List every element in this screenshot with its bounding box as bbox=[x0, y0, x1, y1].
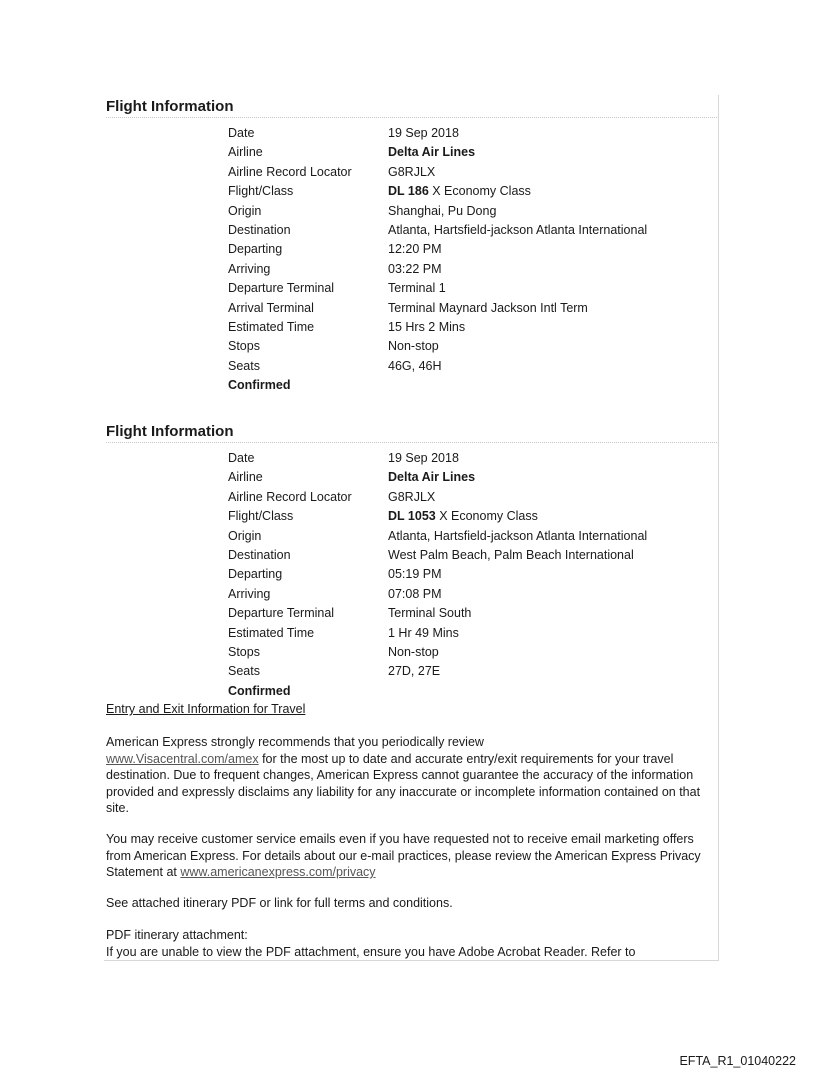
value: Atlanta, Hartsfield-jackson Atlanta International bbox=[388, 222, 648, 237]
pdf-attachment-heading: PDF itinerary attachment: bbox=[106, 928, 248, 942]
value bbox=[388, 507, 717, 526]
label: Departure Terminal bbox=[228, 281, 335, 296]
value: 12:20 PM bbox=[388, 242, 442, 257]
value: 19 Sep 2018 bbox=[388, 451, 459, 465]
pdf-attachment-text: If you are unable to view the PDF attachment, ensure you have Adobe Acrobat Reader. Refer to bbox=[106, 944, 636, 959]
row-airline bbox=[106, 468, 717, 487]
label: Estimated Time bbox=[228, 319, 315, 334]
flight-number: DL 1053 bbox=[388, 509, 436, 524]
privacy-paragraph bbox=[106, 831, 719, 881]
label: Arrival Terminal bbox=[228, 300, 314, 315]
status-confirmed: Confirmed bbox=[228, 378, 291, 393]
pdf-attachment-paragraph bbox=[106, 927, 719, 960]
row-departure-terminal bbox=[106, 604, 717, 623]
row-record-locator bbox=[106, 163, 717, 182]
label: Stops bbox=[228, 644, 260, 659]
label: Arriving bbox=[228, 261, 271, 276]
value: Shanghai, Pu Dong bbox=[388, 203, 497, 218]
value: Delta Air Lines bbox=[388, 145, 476, 160]
label: Date bbox=[228, 451, 255, 465]
row-stops bbox=[106, 337, 717, 356]
row-departing bbox=[106, 565, 717, 584]
value: Terminal South bbox=[388, 606, 472, 621]
value: 15 Hrs 2 Mins bbox=[388, 319, 466, 334]
label: Destination bbox=[228, 547, 291, 562]
paragraph-text: for the most up to date and accurate entry/exit requirements for your travel destination. Due to frequent changes, American Express cannot guarantee the accuracy of the information provided and expressly disclaims any liability for any inaccurate or incomplete information contained on that site. bbox=[106, 751, 701, 815]
row-estimated-time bbox=[106, 318, 717, 337]
entry-exit-heading: Entry and Exit Information for Travel bbox=[106, 702, 306, 716]
label: Arriving bbox=[228, 586, 271, 601]
row-origin bbox=[106, 202, 717, 221]
label: Departing bbox=[228, 567, 283, 582]
value: West Palm Beach, Palm Beach International bbox=[388, 547, 634, 562]
row-stops bbox=[106, 643, 717, 662]
label: Flight/Class bbox=[228, 184, 294, 199]
label: Origin bbox=[228, 203, 262, 218]
row-destination bbox=[106, 221, 717, 240]
entry-exit-paragraph bbox=[106, 734, 719, 817]
value: Atlanta, Hartsfield-jackson Atlanta International bbox=[388, 528, 648, 543]
paragraph-text: American Express strongly recommends that you periodically review bbox=[106, 735, 484, 749]
row-airline bbox=[106, 143, 717, 162]
row-date bbox=[106, 449, 717, 468]
row-date bbox=[106, 124, 717, 143]
label: Airline Record Locator bbox=[228, 164, 352, 179]
flight-details bbox=[106, 124, 717, 395]
class-text: X Economy Class bbox=[439, 509, 538, 524]
value: 03:22 PM bbox=[388, 261, 442, 276]
row-arriving bbox=[106, 585, 717, 604]
flight-section-2 bbox=[106, 422, 717, 701]
section-title: Flight Information bbox=[106, 97, 717, 118]
row-departure-terminal bbox=[106, 279, 717, 298]
status-confirmed: Confirmed bbox=[228, 683, 291, 698]
value: 19 Sep 2018 bbox=[388, 126, 459, 140]
label: Origin bbox=[228, 528, 262, 543]
value: Delta Air Lines bbox=[388, 470, 476, 485]
value: Non-stop bbox=[388, 644, 439, 659]
label: Airline Record Locator bbox=[228, 489, 352, 504]
privacy-link[interactable]: www.americanexpress.com/privacy bbox=[180, 865, 376, 879]
value: 27D, 27E bbox=[388, 664, 441, 679]
label: Airline bbox=[228, 145, 263, 160]
row-flight-class bbox=[106, 182, 717, 201]
row-seats bbox=[106, 662, 717, 681]
flight-section-1 bbox=[106, 97, 717, 395]
value: G8RJLX bbox=[388, 489, 436, 504]
document-id: EFTA_R1_01040222 bbox=[679, 1054, 796, 1068]
row-seats bbox=[106, 357, 717, 376]
paragraph-text: You may receive customer service emails even if you have requested not to receive email marketing offers from American Express. For details about our e-mail practices, please review the American Express Privacy Statement at bbox=[106, 832, 701, 879]
row-destination bbox=[106, 546, 717, 565]
label: Airline bbox=[228, 470, 263, 485]
label: Departure Terminal bbox=[228, 606, 335, 621]
row-origin bbox=[106, 527, 717, 546]
value: 07:08 PM bbox=[388, 586, 442, 601]
value: Terminal 1 bbox=[388, 281, 446, 296]
value: 05:19 PM bbox=[388, 567, 442, 582]
flight-details bbox=[106, 449, 717, 701]
row-arriving bbox=[106, 260, 717, 279]
label: Seats bbox=[228, 358, 260, 373]
label: Flight/Class bbox=[228, 509, 294, 524]
flight-number: DL 186 bbox=[388, 184, 429, 199]
value: G8RJLX bbox=[388, 164, 436, 179]
row-arrival-terminal bbox=[106, 299, 717, 318]
row-flight-class bbox=[106, 507, 717, 526]
label: Departing bbox=[228, 242, 283, 257]
label: Stops bbox=[228, 339, 260, 354]
label: Seats bbox=[228, 664, 260, 679]
value: Non-stop bbox=[388, 339, 439, 354]
section-title: Flight Information bbox=[106, 422, 717, 443]
row-departing bbox=[106, 240, 717, 259]
visacentral-link[interactable]: www.Visacentral.com/amex bbox=[106, 751, 259, 766]
value: 1 Hr 49 Mins bbox=[388, 625, 459, 640]
value: Terminal Maynard Jackson Intl Term bbox=[388, 300, 588, 315]
class-text: X Economy Class bbox=[432, 184, 531, 199]
value: 46G, 46H bbox=[388, 358, 442, 373]
label: Estimated Time bbox=[228, 625, 315, 640]
row-estimated-time bbox=[106, 624, 717, 643]
terms-paragraph: See attached itinerary PDF or link for full terms and conditions. bbox=[106, 896, 453, 910]
label: Destination bbox=[228, 222, 291, 237]
row-record-locator bbox=[106, 488, 717, 507]
value bbox=[388, 182, 717, 201]
label: Date bbox=[228, 126, 255, 140]
